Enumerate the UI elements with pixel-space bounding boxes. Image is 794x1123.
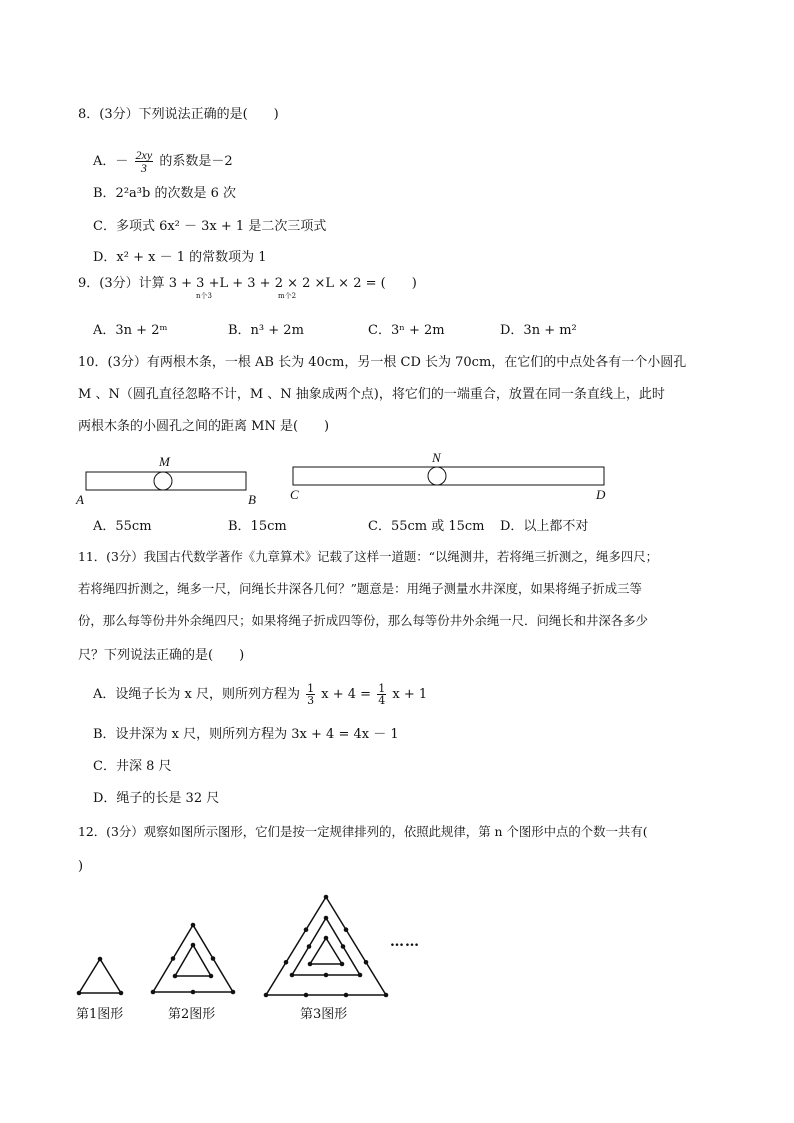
q10-line-2: M 、N（圆孔直径忽略不计，M 、N 抽象成两个点)，将它们的一端重合，放置在同一条直线上，此时: [78, 387, 665, 402]
q11-line-3: 份，那么每等份井外余绳四尺；如果将绳子折成四等份，那么每等份井外余绳一尺．问绳长和井深各多少: [78, 613, 648, 628]
q9-option-a: A．3n + 2ᵐ: [93, 323, 168, 338]
fig2-dot: [191, 923, 196, 928]
q9-stem: 9．(3分）计算 3 + 3 +L + 3 + 2 × 2 ×L × 2 = ( ): [78, 276, 417, 291]
fig3-dot: [358, 973, 363, 978]
fig3-dot: [324, 936, 329, 941]
q12-line-1: 12．(3分）观察如图所示图形，它们是按一定规律排列的，依照此规律，第 n 个图形中点的个数一共有(: [78, 824, 648, 839]
figures-ellipsis: ……: [390, 934, 420, 950]
q11-option-d: D．绳子的长是 32 尺: [93, 791, 220, 806]
label-m: M: [159, 454, 170, 469]
q9-underbrace-m: m个2: [278, 292, 297, 300]
q10-option-c: C．55cm 或 15cm: [368, 519, 485, 534]
fig2-caption: 第2图形: [168, 1007, 216, 1022]
fig2-dot: [209, 974, 214, 979]
q11-option-a-equation: x + 4 =: [321, 687, 372, 702]
fig1-dot: [98, 957, 103, 962]
fig2-dot: [211, 956, 216, 961]
q8-fraction-numerator: 2xy: [135, 148, 153, 162]
fig3-dot: [341, 944, 346, 949]
fig1-dot: [77, 991, 82, 996]
fig2-dot: [151, 990, 156, 995]
fig3-caption: 第3图形: [300, 1007, 348, 1022]
fig3-dot: [324, 916, 329, 921]
fig2-dot: [173, 974, 178, 979]
fig2-dot: [191, 943, 196, 948]
q12-line-2: ): [78, 859, 84, 874]
q11-option-c: C．井深 8 尺: [93, 759, 172, 774]
label-n: N: [432, 450, 441, 465]
fig3-outer-triangle: [266, 897, 386, 995]
label-b: B: [248, 492, 256, 507]
q11-fraction-2-denominator: 4: [378, 694, 386, 707]
q9-option-b: B．n³ + 2m: [228, 323, 304, 338]
q9-option-c: C．3ⁿ + 2m: [368, 323, 445, 338]
q9-underbrace-n: n个3: [196, 292, 212, 300]
fig3-dot: [304, 993, 309, 998]
fig2-dot: [191, 990, 196, 995]
fig3-dot: [284, 960, 289, 965]
fig3-dot: [264, 993, 269, 998]
fig3-dot: [384, 993, 389, 998]
q10-option-d: D．以上都不对: [500, 519, 589, 534]
fig2-dot: [171, 956, 176, 961]
q11-fraction-2-numerator: 1: [378, 682, 386, 695]
fig1-dot: [119, 991, 124, 996]
fig3-middle-triangle: [292, 918, 360, 975]
fig3-dot: [290, 973, 295, 978]
fig1-caption: 第1图形: [76, 1007, 124, 1022]
label-d: D: [596, 487, 606, 502]
fig3-dot: [308, 962, 313, 967]
fig2-dot: [231, 990, 236, 995]
fig2-outer-triangle: [153, 925, 233, 992]
q8-stem: 8．(3分）下列说法正确的是( ): [78, 107, 279, 122]
fig3-dot: [344, 927, 349, 932]
q8-option-b: B．2²a³b 的次数是 6 次: [93, 186, 236, 201]
label-a: A: [76, 492, 84, 507]
label-c: C: [290, 487, 299, 502]
q10-option-a: A．55cm: [93, 519, 152, 534]
q11-line-1: 11．(3分）我国古代数学著作《九章算术》记载了这样一道题：“以绳测井，若将绳三折测之，绳多四尺；: [78, 549, 659, 564]
fig3-dot: [364, 960, 369, 965]
q8-option-a-rest: 的系数是－2: [159, 154, 233, 169]
q8-option-c: C．多项式 6x² － 3x + 1 是二次三项式: [93, 219, 327, 234]
fig1-triangle: [79, 959, 121, 993]
fig3-dot: [344, 993, 349, 998]
fig3-dot: [304, 927, 309, 932]
q11-option-a-equation-end: x + 1: [392, 687, 428, 702]
fig3-inner-triangle: [310, 938, 342, 964]
q8-fraction-denominator: 3: [140, 161, 147, 175]
q10-option-b: B．15cm: [228, 519, 287, 534]
fig3-dot: [324, 973, 329, 978]
q11-fraction-1-denominator: 3: [307, 694, 315, 707]
q8-option-d: D．x² + x － 1 的常数项为 1: [93, 250, 267, 265]
q11-option-b: B．设井深为 x 尺，则所列方程为 3x + 4 = 4x － 1: [93, 727, 399, 742]
q11-fraction-1-numerator: 1: [307, 682, 315, 695]
q11-line-4: 尺？下列说法正确的是( ): [78, 648, 245, 663]
fig3-dot: [340, 962, 345, 967]
q8-option-a-label: A．－: [93, 154, 129, 169]
q11-option-a-label: A．设绳子长为 x 尺，则所列方程为: [93, 687, 300, 702]
fig3-dot: [307, 944, 312, 949]
q9-option-d: D．3n + m²: [500, 323, 577, 338]
q11-line-2: 若将绳四折测之，绳多一尺，问绳长井深各几何？”题意是：用绳子测量水井深度，如果将绳子折成三等: [78, 581, 642, 596]
fig2-inner-triangle: [175, 945, 211, 976]
fig3-dot: [324, 895, 329, 900]
q10-line-3: 两根木条的小圆孔之间的距离 MN 是( ): [78, 419, 330, 434]
q10-line-1: 10．(3分）有两根木条，一根 AB 长为 40cm，另一根 CD 长为 70cm，在它们的中点处各有一个小圆孔: [78, 355, 687, 370]
